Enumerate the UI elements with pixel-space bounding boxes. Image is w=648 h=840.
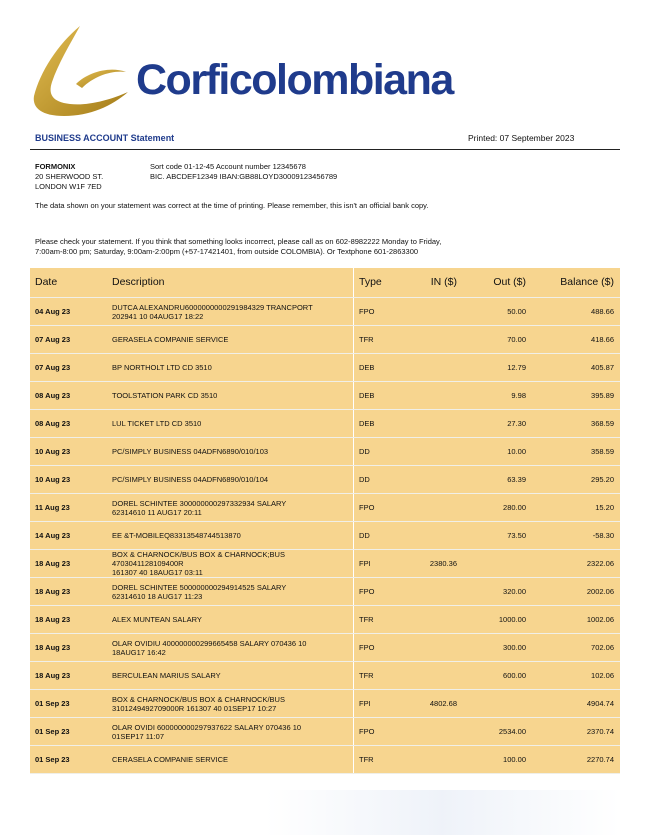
- row-description: [112, 354, 352, 381]
- row-out-amount: 73.50: [507, 531, 526, 540]
- row-balance: 295.20: [591, 475, 614, 484]
- swoosh-logo-icon: [30, 24, 130, 124]
- row-date: 11 Aug 23: [35, 503, 70, 512]
- row-description: [112, 494, 352, 521]
- row-type: TFR: [359, 335, 374, 344]
- row-description: [112, 438, 352, 465]
- customer-name: FORMONIX: [35, 162, 76, 171]
- row-balance: 395.89: [591, 391, 614, 400]
- row-out-amount: 300.00: [503, 643, 526, 652]
- brand-name: Corficolombiana: [136, 56, 453, 104]
- table-row: [30, 410, 620, 438]
- row-description: [112, 466, 352, 493]
- description-line: CERASELA COMPANIE SERVICE: [112, 755, 229, 764]
- row-description: [112, 746, 352, 773]
- table-row: [30, 606, 620, 634]
- column-header-description: Description: [112, 276, 165, 288]
- row-type: FPI: [359, 559, 371, 568]
- table-row: [30, 662, 620, 690]
- row-balance: 358.59: [591, 447, 614, 456]
- column-header-in: IN ($): [430, 276, 457, 288]
- row-balance: 2322.06: [586, 559, 614, 568]
- row-type: DEB: [359, 419, 375, 428]
- description-line: PC/SIMPLY BUSINESS 04ADFN6890/010/104: [112, 475, 269, 484]
- row-description: [112, 550, 352, 577]
- description-line: GERASELA COMPANIE SERVICE: [112, 335, 229, 344]
- row-out-amount: 50.00: [507, 307, 526, 316]
- row-date: 07 Aug 23: [35, 363, 71, 372]
- customer-address: [35, 162, 103, 192]
- table-body: [30, 298, 620, 774]
- description-line: BOX & CHARNOCK/BUS BOX & CHARNOCK/BUS: [112, 694, 285, 704]
- row-out-amount: 100.00: [503, 755, 526, 764]
- row-out-amount: 320.00: [503, 587, 526, 596]
- row-out-amount: 280.00: [503, 503, 526, 512]
- table-row: [30, 494, 620, 522]
- column-divider: [353, 606, 354, 633]
- row-in-amount: [402, 326, 457, 353]
- row-out-amount: 600.00: [503, 671, 526, 680]
- column-divider: [353, 326, 354, 353]
- row-balance: 418.66: [591, 335, 614, 344]
- printed-date: Printed: 07 September 2023: [468, 133, 575, 143]
- row-in-amount: [402, 746, 457, 773]
- row-in-amount: [402, 606, 457, 633]
- row-type: TFR: [359, 755, 374, 764]
- row-date: 04 Aug 23: [35, 307, 71, 316]
- row-type: FPO: [359, 587, 375, 596]
- description-line: BERCULEAN MARIUS SALARY: [112, 671, 221, 680]
- row-type: DD: [359, 475, 370, 484]
- statement-title: BUSINESS ACCOUNT Statement: [35, 133, 175, 143]
- sort-code-line: Sort code 01-12-45 Account number 12345678: [150, 162, 306, 171]
- row-balance: 1002.06: [586, 615, 614, 624]
- table-row: [30, 718, 620, 746]
- row-balance: 368.59: [591, 419, 614, 428]
- row-date: 08 Aug 23: [35, 391, 71, 400]
- column-header-date: Date: [35, 276, 58, 288]
- column-divider: [353, 522, 354, 549]
- row-description: [112, 634, 352, 661]
- row-type: TFR: [359, 615, 374, 624]
- row-out-amount: 12.79: [507, 363, 526, 372]
- row-type: FPO: [359, 307, 375, 316]
- description-line: BOX & CHARNOCK/BUS BOX & CHARNOCK;BUS 4703041128109400R: [112, 550, 285, 568]
- row-date: 10 Aug 23: [35, 475, 71, 484]
- row-date: 08 Aug 23: [35, 419, 71, 428]
- table-row: [30, 298, 620, 326]
- row-in-amount: [402, 522, 457, 549]
- table-row: [30, 466, 620, 494]
- table-row: [30, 326, 620, 354]
- column-divider: [353, 690, 354, 717]
- row-balance: -58.30: [592, 531, 614, 540]
- description-line: TOOLSTATION PARK CD 3510: [112, 391, 218, 400]
- header-divider: [30, 149, 620, 150]
- row-description: [112, 662, 352, 689]
- column-divider: [353, 298, 354, 325]
- row-in-amount: [402, 466, 457, 493]
- transactions-table: [30, 268, 620, 774]
- description-line: 01SEP17 11:07: [112, 731, 164, 741]
- row-date: 18 Aug 23: [35, 643, 71, 652]
- description-line: DOREL SCHINTEE 500000000294914525 SALARY: [112, 582, 287, 592]
- column-divider: [353, 268, 354, 297]
- column-divider: [353, 718, 354, 745]
- row-in-amount: [402, 718, 457, 745]
- row-balance: 2270.74: [586, 755, 614, 764]
- row-out-amount: 9.98: [511, 391, 526, 400]
- table-header-row: [30, 268, 620, 298]
- row-balance: 4904.74: [586, 699, 614, 708]
- row-type: FPO: [359, 643, 375, 652]
- description-line: 161307 40 18AUG17 03:11: [112, 568, 203, 577]
- description-line: 62314610 11 AUG17 20:11: [112, 507, 202, 517]
- row-out-amount: 2534.00: [498, 727, 526, 736]
- column-header-out: Out ($): [493, 276, 526, 288]
- column-divider: [353, 494, 354, 521]
- row-balance: 405.87: [591, 363, 614, 372]
- column-divider: [353, 438, 354, 465]
- description-line: LUL TICKET LTD CD 3510: [112, 419, 202, 428]
- row-description: [112, 326, 352, 353]
- contact-note: Please check your statement. If you think that something looks incorrect, please call as on 602-8982222 Monday to Friday, 7:00am-8:00 pm; Saturday, 9:00am-2:00pm (+57-17421401, from outside COLOMBIA). Or Textphone 601-2863300: [35, 237, 442, 256]
- row-type: FPO: [359, 727, 375, 736]
- row-out-amount: 10.00: [507, 447, 526, 456]
- address-line: LONDON W1F 7ED: [35, 182, 102, 191]
- row-date: 01 Sep 23: [35, 699, 70, 708]
- row-description: [112, 690, 352, 717]
- row-type: DEB: [359, 363, 375, 372]
- column-divider: [353, 466, 354, 493]
- table-row: [30, 354, 620, 382]
- description-line: DOREL SCHINTEE 300000000297332934 SALARY: [112, 498, 287, 508]
- table-row: [30, 690, 620, 718]
- faded-watermark-area: [265, 790, 620, 835]
- row-balance: 102.06: [591, 671, 614, 680]
- row-out-amount: [462, 550, 526, 577]
- row-balance: 2002.06: [586, 587, 614, 596]
- row-date: 18 Aug 23: [35, 615, 71, 624]
- row-date: 01 Sep 23: [35, 755, 70, 764]
- row-date: 14 Aug 23: [35, 531, 71, 540]
- description-line: EE &T-MOBILEQ83313548744513870: [112, 531, 241, 540]
- address-line: 20 SHERWOOD ST.: [35, 172, 104, 181]
- table-row: [30, 522, 620, 550]
- column-divider: [353, 634, 354, 661]
- column-divider: [353, 382, 354, 409]
- row-type: DD: [359, 531, 370, 540]
- row-balance: 702.06: [591, 643, 614, 652]
- row-date: 18 Aug 23: [35, 587, 71, 596]
- table-row: [30, 438, 620, 466]
- table-row: [30, 382, 620, 410]
- row-in-amount: [402, 298, 457, 325]
- account-details: [150, 162, 337, 182]
- bic-iban-line: BIC. ABCDEF12349 IBAN:GB88LOYD30009123456789: [150, 172, 338, 181]
- description-line: OLAR OVIDI 600000000297937622 SALARY 070436 10: [112, 722, 302, 732]
- table-row: [30, 578, 620, 606]
- column-divider: [353, 410, 354, 437]
- description-line: ALEX MUNTEAN SALARY: [112, 615, 202, 624]
- row-description: [112, 578, 352, 605]
- description-line: 202941 10 04AUG17 18:22: [112, 311, 204, 321]
- row-balance: 15.20: [595, 503, 614, 512]
- row-description: [112, 298, 352, 325]
- row-date: 10 Aug 23: [35, 447, 71, 456]
- row-date: 01 Sep 23: [35, 727, 70, 736]
- row-type: DD: [359, 447, 370, 456]
- row-description: [112, 606, 352, 633]
- row-out-amount: 63.39: [507, 475, 526, 484]
- row-in-amount: [402, 438, 457, 465]
- row-in-amount: [402, 382, 457, 409]
- description-line: OLAR OVIDIU 400000000299665458 SALARY 070436 10: [112, 638, 307, 648]
- description-line: BP NORTHOLT LTD CD 3510: [112, 363, 212, 372]
- row-out-amount: [462, 690, 526, 717]
- row-in-amount: [402, 634, 457, 661]
- column-divider: [353, 662, 354, 689]
- description-line: DUTCA ALEXANDRU6000000000291984329 TRANCPORT: [112, 302, 313, 312]
- row-description: [112, 718, 352, 745]
- row-balance: 2370.74: [586, 727, 614, 736]
- description-line: 3101249492709000R 161307 40 01SEP17 10:27: [112, 703, 277, 713]
- row-description: [112, 410, 352, 437]
- row-date: 07 Aug 23: [35, 335, 71, 344]
- row-out-amount: 27.30: [507, 419, 526, 428]
- column-divider: [353, 550, 354, 577]
- column-header-type: Type: [359, 276, 382, 288]
- row-in-amount: [402, 494, 457, 521]
- row-date: 18 Aug 23: [35, 559, 71, 568]
- column-divider: [353, 578, 354, 605]
- column-divider: [353, 746, 354, 773]
- description-line: 62314610 18 AUG17 11:23: [112, 591, 203, 601]
- brand-logo: [30, 24, 453, 124]
- table-row: [30, 550, 620, 578]
- row-type: FPO: [359, 503, 375, 512]
- row-in-amount: 4802.68: [429, 699, 457, 708]
- row-type: TFR: [359, 671, 374, 680]
- table-row: [30, 746, 620, 774]
- description-line: PC/SIMPLY BUSINESS 04ADFN6890/010/103: [112, 447, 269, 456]
- row-description: [112, 382, 352, 409]
- row-type: FPI: [359, 699, 371, 708]
- row-type: DEB: [359, 391, 375, 400]
- column-divider: [353, 354, 354, 381]
- row-in-amount: [402, 410, 457, 437]
- row-in-amount: 2380.36: [429, 559, 457, 568]
- column-header-balance: Balance ($): [560, 276, 614, 288]
- accuracy-note: The data shown on your statement was correct at the time of printing. Please remember, this isn't an official bank copy.: [35, 201, 429, 210]
- row-in-amount: [402, 578, 457, 605]
- row-in-amount: [402, 354, 457, 381]
- row-date: 18 Aug 23: [35, 671, 71, 680]
- row-out-amount: 1000.00: [498, 615, 526, 624]
- row-in-amount: [402, 662, 457, 689]
- row-balance: 488.66: [591, 307, 614, 316]
- description-line: 18AUG17 16:42: [112, 647, 166, 657]
- row-description: [112, 522, 352, 549]
- table-row: [30, 634, 620, 662]
- row-out-amount: 70.00: [507, 335, 526, 344]
